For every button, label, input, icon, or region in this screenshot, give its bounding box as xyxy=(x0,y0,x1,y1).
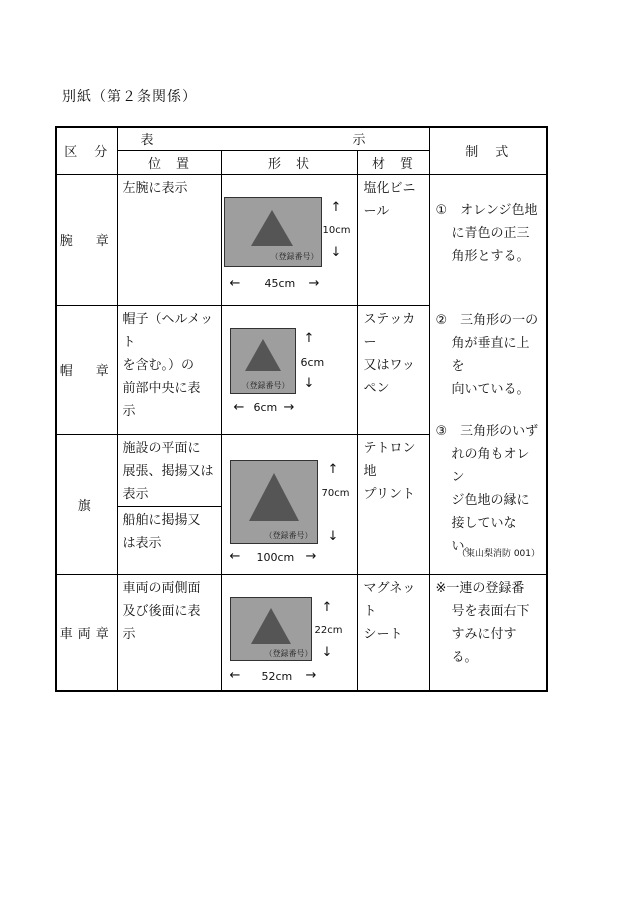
registration-number-label: （登録番号） xyxy=(264,530,313,540)
emblem-plate xyxy=(230,597,312,661)
arrow-down-icon: ↓ xyxy=(321,644,333,660)
width-dimension: 100cm xyxy=(256,550,295,564)
arrow-left-icon: ← xyxy=(229,667,241,683)
registration-number-label: （登録番号） xyxy=(270,251,319,261)
width-dimension: 52cm xyxy=(261,669,293,683)
arrow-down-icon: ↓ xyxy=(327,528,339,544)
format-rule-note: ※一連の登録番 号を表面右下 すみに付する。 xyxy=(435,580,530,665)
triangle-mark xyxy=(245,339,281,371)
table-row xyxy=(56,174,547,305)
format-rule-2: ② 三角形の一の 角が垂直に上を 向いている。 xyxy=(435,312,539,397)
row-material: テトロン地 プリント xyxy=(357,434,429,574)
arrow-right-icon: → xyxy=(305,548,317,564)
emblem-plate xyxy=(224,197,322,267)
row-shape xyxy=(221,305,357,434)
arrow-left-icon: ← xyxy=(229,548,241,564)
triangle-mark xyxy=(251,608,291,644)
arrow-up-icon: ↑ xyxy=(327,461,339,477)
row-position: 車両の両側面 及び後面に表 示 xyxy=(117,574,221,691)
row-shape xyxy=(221,174,357,305)
height-dimension: 6cm xyxy=(300,355,325,369)
emblem-plate xyxy=(230,328,296,394)
height-dimension: 10cm xyxy=(322,224,351,236)
emblem-spec-table xyxy=(55,126,548,692)
header-shape: 形 状 xyxy=(221,150,357,174)
row-position: 帽子（ヘルメット を含む。）の 前部中央に表 示 xyxy=(117,305,221,434)
triangle-mark xyxy=(249,473,299,521)
arrow-up-icon: ↑ xyxy=(330,199,342,215)
arrow-down-icon: ↓ xyxy=(330,244,342,260)
row-shape xyxy=(221,574,357,691)
height-dimension: 22cm xyxy=(314,624,343,636)
header-display: 表 示 xyxy=(117,127,429,150)
arrow-right-icon: → xyxy=(305,667,317,683)
format-rule-1: ① オレンジ色地 に青色の正三 角形とする。 xyxy=(435,202,538,264)
row-category: 車両章 xyxy=(56,574,117,691)
arrow-up-icon: ↑ xyxy=(303,330,315,346)
row-position-2: 船舶に掲揚又 は表示 xyxy=(117,506,221,574)
format-rule-3: ③ 三角形のいず れの角もオレン ジ色地の縁に 接していない。 xyxy=(435,423,539,554)
format-rules xyxy=(429,174,547,665)
row-shape xyxy=(221,434,357,574)
arrow-right-icon: → xyxy=(283,399,295,415)
header-position: 位 置 xyxy=(117,150,221,174)
triangle-mark xyxy=(251,210,293,246)
registration-number-label: （登録番号） xyxy=(241,380,290,390)
page-title: 別紙（第２条関係） xyxy=(62,89,197,105)
row-material: マグネット シート xyxy=(357,574,429,691)
emblem-plate xyxy=(230,460,318,544)
document-id-note: （東山梨消防 001） xyxy=(456,548,540,559)
width-dimension: 45cm xyxy=(264,276,296,290)
arrow-right-icon: → xyxy=(308,275,320,291)
registration-number-label: （登録番号） xyxy=(264,648,313,658)
width-dimension: 6cm xyxy=(253,400,278,414)
arrow-left-icon: ← xyxy=(233,399,245,415)
row-category: 帽 章 xyxy=(56,305,117,434)
row-position: 施設の平面に 展張、掲揚又は 表示 xyxy=(117,434,221,506)
row-category: 旗 xyxy=(56,434,117,574)
height-dimension: 70cm xyxy=(321,487,350,499)
header-material: 材 質 xyxy=(357,150,429,174)
arrow-down-icon: ↓ xyxy=(303,375,315,391)
row-position: 左腕に表示 xyxy=(117,174,221,305)
arrow-up-icon: ↑ xyxy=(321,599,333,615)
row-material: 塩化ビニ ール xyxy=(357,174,429,305)
header-division: 区 分 xyxy=(56,127,117,174)
arrow-left-icon: ← xyxy=(229,275,241,291)
header-format: 制 式 xyxy=(429,127,547,174)
row-category: 腕 章 xyxy=(56,174,117,305)
row-material: ステッカー 又はワッ ペン xyxy=(357,305,429,434)
